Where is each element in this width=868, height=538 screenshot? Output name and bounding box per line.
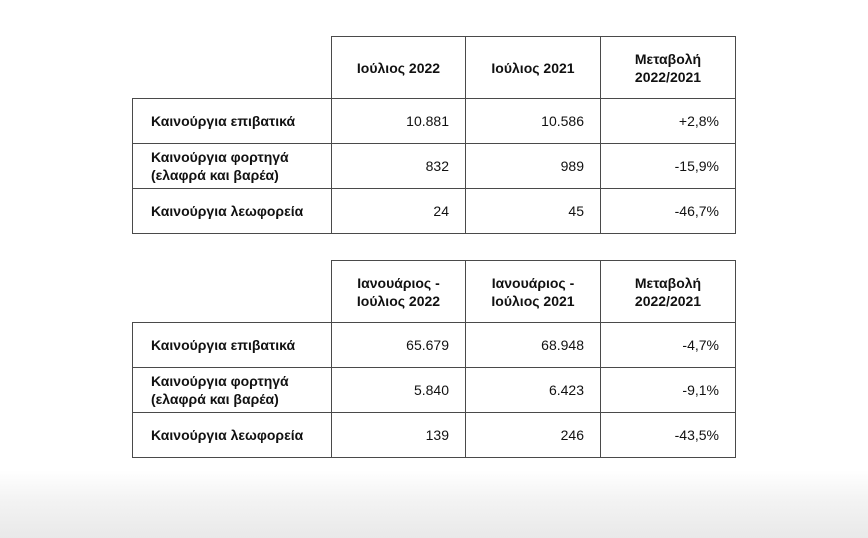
value-current: 5.840 (332, 368, 466, 413)
value-previous: 68.948 (466, 323, 601, 368)
value-change: -15,9% (601, 144, 736, 189)
table-row (133, 189, 736, 234)
header-change: Μεταβολή 2022/2021 (601, 261, 736, 323)
header-period-current: Ιανουάριος - Ιούλιος 2022 (332, 261, 466, 323)
value-previous: 10.586 (466, 99, 601, 144)
value-change: -9,1% (601, 368, 736, 413)
row-label: Καινούργια φορτηγά (ελαφρά και βαρέα) (133, 368, 332, 413)
header-empty-cell (133, 261, 332, 323)
value-current: 65.679 (332, 323, 466, 368)
value-current: 832 (332, 144, 466, 189)
value-change: -46,7% (601, 189, 736, 234)
row-label: Καινούργια επιβατικά (133, 323, 332, 368)
value-current: 139 (332, 413, 466, 458)
header-period-current: Ιούλιος 2022 (332, 37, 466, 99)
row-label: Καινούργια λεωφορεία (133, 189, 332, 234)
value-change: +2,8% (601, 99, 736, 144)
value-previous: 989 (466, 144, 601, 189)
header-period-previous: Ιούλιος 2021 (466, 37, 601, 99)
value-previous: 45 (466, 189, 601, 234)
value-current: 10.881 (332, 99, 466, 144)
table-header-row (133, 261, 736, 323)
header-change: Μεταβολή 2022/2021 (601, 37, 736, 99)
table-header-row (133, 37, 736, 99)
row-label: Καινούργια επιβατικά (133, 99, 332, 144)
table-row (133, 99, 736, 144)
table-row (133, 413, 736, 458)
table-row (133, 368, 736, 413)
value-current: 24 (332, 189, 466, 234)
table-row (133, 323, 736, 368)
value-previous: 246 (466, 413, 601, 458)
value-change: -43,5% (601, 413, 736, 458)
header-empty-cell (133, 37, 332, 99)
row-label: Καινούργια φορτηγά (ελαφρά και βαρέα) (133, 144, 332, 189)
header-period-previous: Ιανουάριος - Ιούλιος 2021 (466, 261, 601, 323)
value-change: -4,7% (601, 323, 736, 368)
monthly-registrations-table (132, 36, 736, 234)
ytd-registrations-table (132, 260, 736, 458)
table-row (133, 144, 736, 189)
row-label: Καινούργια λεωφορεία (133, 413, 332, 458)
value-previous: 6.423 (466, 368, 601, 413)
